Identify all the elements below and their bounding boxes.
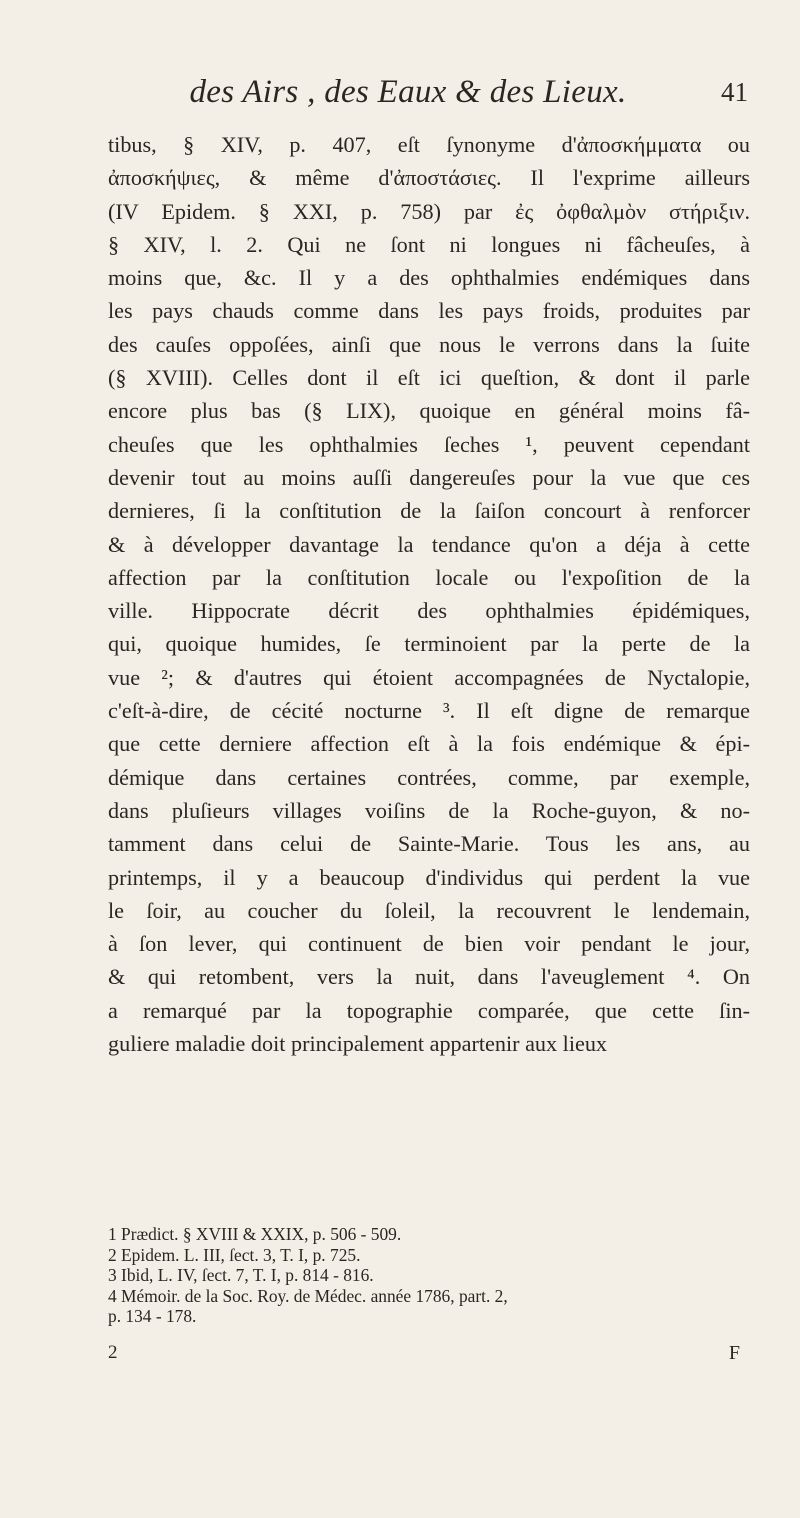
body-line: démique dans certaines contrées, comme, par exemple, bbox=[108, 764, 750, 790]
signature-number: 2 bbox=[108, 1342, 118, 1363]
body-line: a remarqué par la topographie comparée, que cette ſin- bbox=[108, 997, 750, 1023]
body-line: c'eſt-à-dire, de cécité nocturne ³. Il eſt digne de remarque bbox=[108, 698, 750, 724]
body-text bbox=[108, 128, 750, 1060]
body-line: des cauſes oppoſées, ainſi que nous le verrons dans la ſuite bbox=[108, 331, 750, 357]
footnote: p. 134 - 178. bbox=[108, 1306, 197, 1326]
body-line: & qui retombent, vers la nuit, dans l'aveuglement ⁴. On bbox=[108, 964, 750, 990]
footnotes bbox=[108, 1224, 750, 1327]
running-title: des Airs , des Eaux & des Lieux. bbox=[189, 74, 627, 110]
body-line: printemps, il y a beaucoup d'individus qui perdent la vue bbox=[108, 864, 750, 890]
body-line: dernieres, ſi la conſtitution de la ſaiſon concourt à renforcer bbox=[108, 498, 750, 524]
body-line: encore plus bas (§ LIX), quoique en général moins fâ- bbox=[108, 398, 750, 424]
body-line: cheuſes que les ophthalmies ſeches ¹, peuvent cependant bbox=[108, 431, 750, 457]
body-line: affection par la conſtitution locale ou l'expoſition de la bbox=[108, 564, 750, 590]
page-number: 41 bbox=[721, 77, 748, 107]
body-line: que cette derniere affection eſt à la fois endémique & épi- bbox=[108, 731, 750, 757]
body-line: moins que, &c. Il y a des ophthalmies endémiques dans bbox=[108, 265, 750, 291]
body-line: § XIV, l. 2. Qui ne ſont ni longues ni fâcheuſes, à bbox=[108, 231, 750, 257]
body-line: ἀποσκήψιες, & même d'ἀποστάσιες. Il l'exprime ailleurs bbox=[108, 165, 750, 191]
signature-line bbox=[108, 1342, 750, 1370]
body-line: tibus, § XIV, p. 407, eſt ſynonyme d'ἀποσκήμματα ou bbox=[108, 132, 750, 157]
body-line: & à développer davantage la tendance qu'on a déja à cette bbox=[108, 531, 750, 557]
footnote: 1 Prædict. § XVIII & XXIX, p. 506 - 509. bbox=[108, 1224, 402, 1244]
body-line: (IV Epidem. § XXI, p. 758) par ἐς ὀφθαλμὸν στήριξιν. bbox=[108, 198, 750, 224]
body-line: tamment dans celui de Sainte-Marie. Tous les ans, au bbox=[108, 831, 750, 857]
body-line: dans pluſieurs villages voiſins de la Roche-guyon, & no- bbox=[108, 797, 750, 823]
body-line: ville. Hippocrate décrit des ophthalmies épidémiques, bbox=[108, 598, 750, 624]
body-line: à ſon lever, qui continuent de bien voir pendant le jour, bbox=[108, 931, 750, 957]
signature-letter: F bbox=[728, 1342, 740, 1364]
body-line: le ſoir, au coucher du ſoleil, la recouvrent le lendemain, bbox=[108, 897, 750, 923]
footnote: 2 Epidem. L. III, ſect. 3, T. I, p. 725. bbox=[108, 1244, 361, 1265]
body-line: devenir tout au moins auſſi dangereuſes pour la vue que ces bbox=[108, 464, 750, 490]
body-line: qui, quoique humides, ſe terminoient par la perte de la bbox=[108, 631, 750, 657]
body-line: les pays chauds comme dans les pays froids, produites par bbox=[108, 298, 750, 324]
body-line: (§ XVIII). Celles dont il eſt ici queſtion, & dont il parle bbox=[108, 365, 750, 391]
footnote: 3 Ibid, L. IV, ſect. 7, T. I, p. 814 - 816. bbox=[108, 1265, 374, 1285]
body-line: guliere maladie doit principalement appartenir aux lieux bbox=[108, 1031, 608, 1057]
body-line: vue ²; & d'autres qui étoient accompagnées de Nyctalopie, bbox=[108, 664, 750, 690]
page-header bbox=[108, 72, 748, 112]
footnote: 4 Mémoir. de la Soc. Roy. de Médec. année 1786, part. 2, bbox=[108, 1285, 508, 1306]
